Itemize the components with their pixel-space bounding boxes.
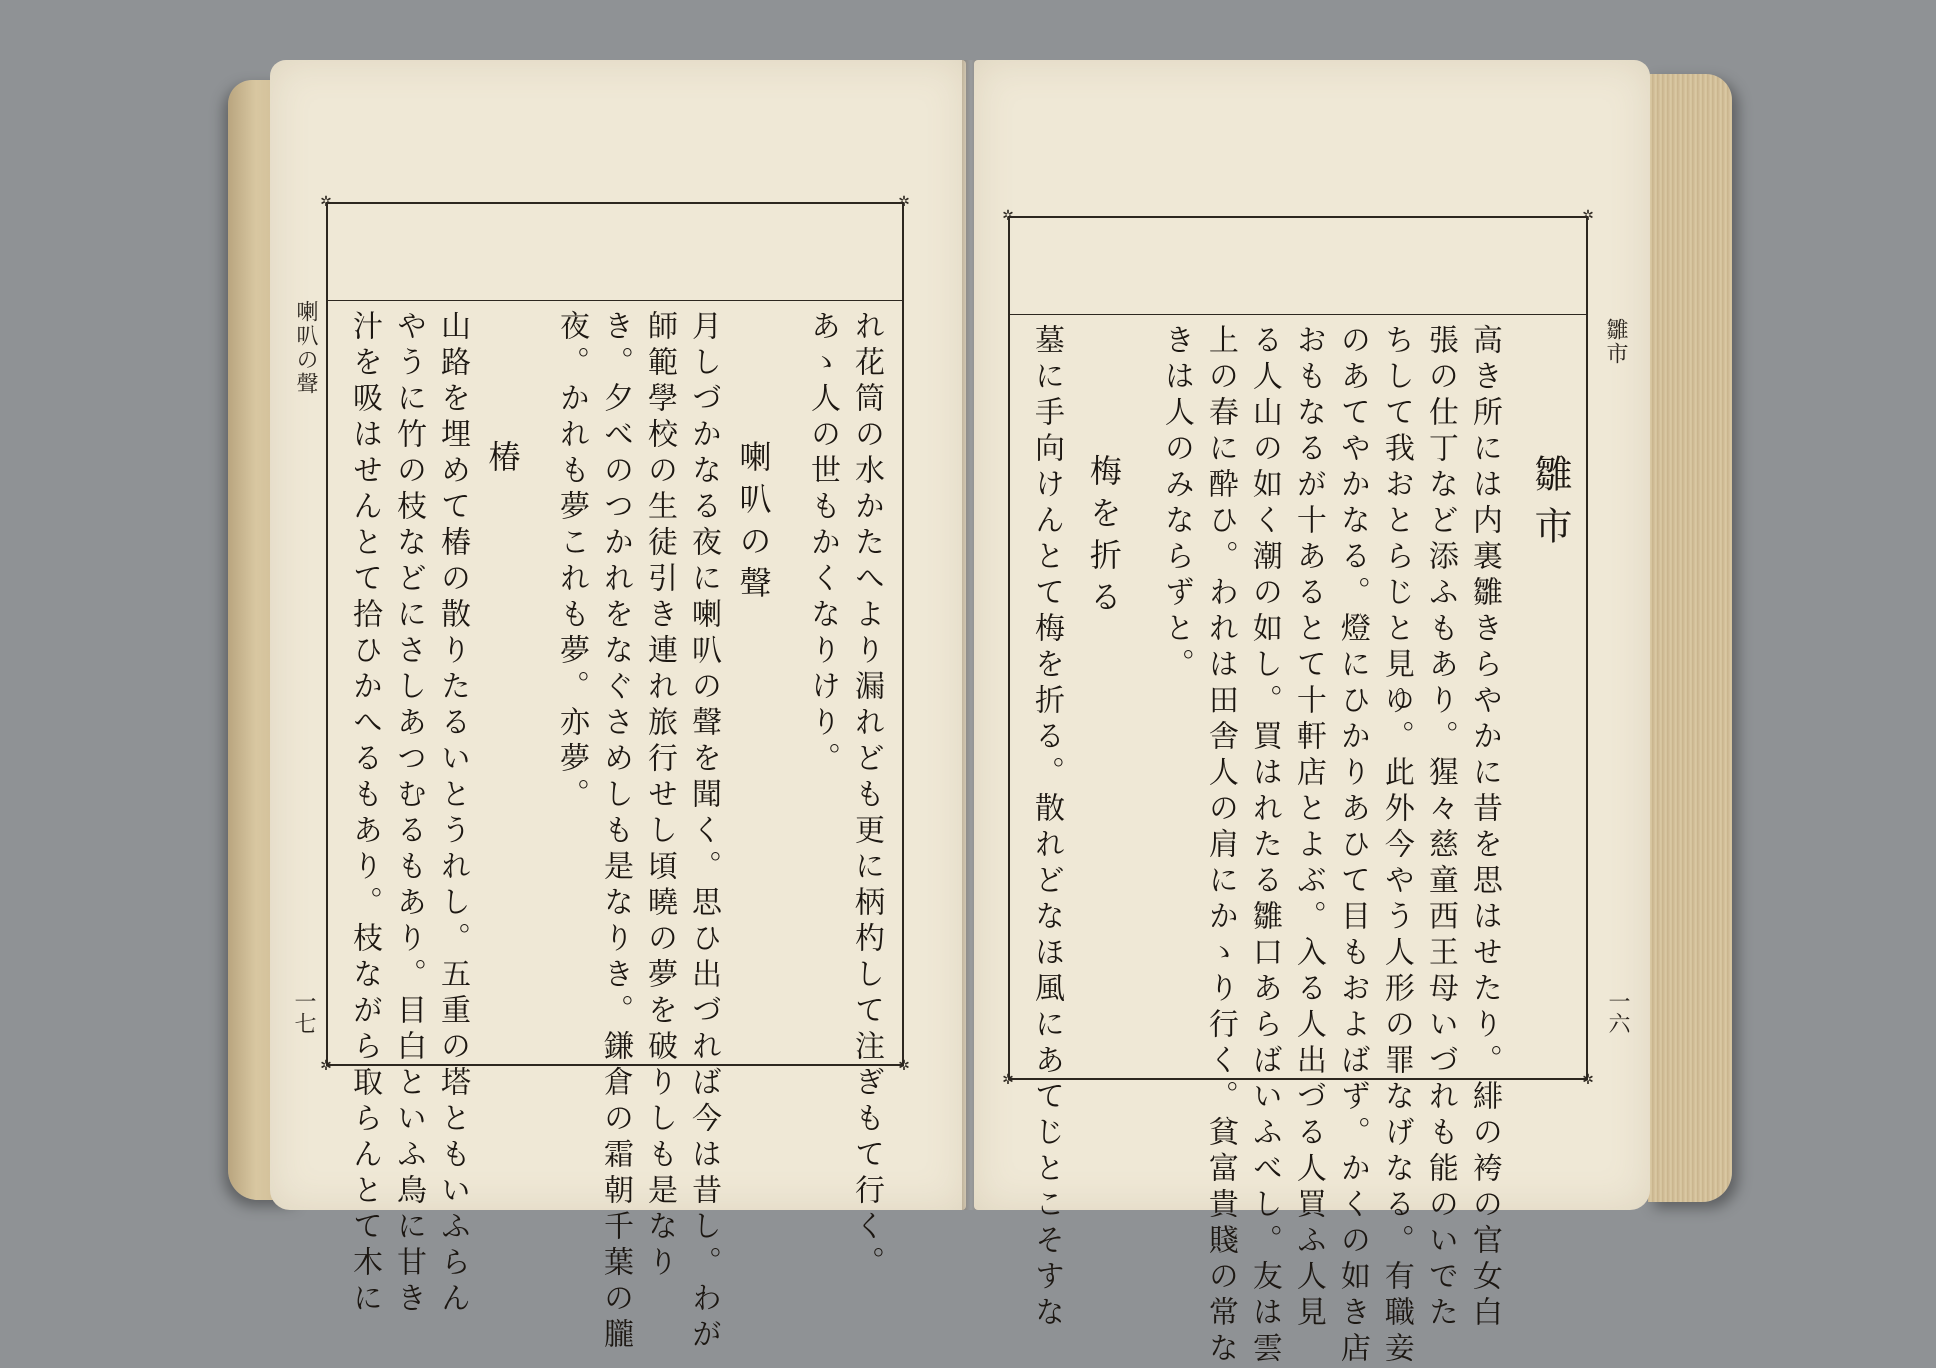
column-gap (524, 310, 549, 1050)
text-line: き。夕べのつかれをなぐさめしも是なりき。鎌倉の霜朝千葉の朧 (598, 310, 633, 1354)
text-line: 山路を埋めて椿の散りたるいとうれし。五重の塔ともいふらん (435, 310, 470, 1318)
rosette-icon: ✲ (898, 1058, 910, 1074)
text-line: きは人のみならずと。 (1158, 324, 1194, 684)
rosette-icon: ✲ (320, 1058, 332, 1074)
text-line: 夜。かれも夢これも夢。亦夢。 (554, 310, 589, 814)
text-line: ちして我おとらじと見ゆ。此外今やう人形の罪なげなる。有職妾 (1378, 324, 1414, 1368)
right-text-columns (1024, 324, 1572, 1368)
right-title-strip (1010, 218, 1586, 315)
text-line: おもなるが十あるとて十軒店とよぶ。入る人出づる人買ふ人見 (1290, 324, 1326, 1332)
text-line: 上の春に酔ひ。われは田舎人の肩にかゝり行く。貧富貴賤の常な (1202, 324, 1238, 1368)
text-line: あゝ人の世もかくなりけり。 (805, 310, 840, 778)
open-book (228, 60, 1732, 1368)
left-title-strip (328, 204, 902, 301)
rosette-icon: ✲ (1002, 208, 1014, 224)
rosette-icon: ✲ (320, 194, 332, 210)
rosette-icon: ✲ (1582, 1072, 1594, 1088)
section-title: 雛市 (1528, 454, 1572, 558)
rosette-icon: ✲ (1582, 208, 1594, 224)
book-edge-right (1648, 74, 1732, 1202)
text-line: やうに竹の枝などにさしあつむるもあり。目白といふ鳥に甘き (391, 310, 426, 1318)
left-page (270, 60, 966, 1354)
left-folio: 一七 (291, 990, 316, 1034)
text-line: 高き所には内裏雛きらやかに昔を思はせたり。緋の袴の官女白 (1466, 324, 1502, 1332)
section-title: 椿 (483, 440, 522, 482)
column-gap (775, 310, 800, 1050)
right-running-head: 雛市 (1603, 318, 1628, 366)
right-page (974, 60, 1650, 1368)
left-running-head: 喇叭の聲 (293, 300, 318, 396)
text-line: のあてやかなる。燈にひかりあひて目もおよばず。かくの如き店 (1334, 324, 1370, 1368)
rosette-icon: ✲ (898, 194, 910, 210)
right-text-frame (1002, 208, 1594, 1368)
section-title: 喇叭の聲 (734, 440, 773, 608)
text-line: 師範學校の生徒引き連れ旅行せし頃曉の夢を破りしも是なり (642, 310, 677, 1282)
section-title: 梅を折る (1084, 454, 1123, 622)
rosette-icon: ✲ (1002, 1072, 1014, 1088)
column-gap (1126, 324, 1154, 1064)
text-line: 墓に手向けんとて梅を折る。散れどなほ風にあてじとこそすな (1028, 324, 1064, 1332)
left-text-columns (342, 310, 888, 1354)
text-line: れ花筒の水かたへより漏れども更に柄杓して注ぎもて行く。 (849, 310, 884, 1282)
text-line: 汁を吸はせんとて拾ひかへるもあり。枝ながら取らんとて木に (347, 310, 382, 1318)
left-text-frame (320, 194, 910, 1354)
right-folio: 一六 (1605, 990, 1630, 1034)
text-line: 月しづかなる夜に喇叭の聲を聞く。思ひ出づれば今は昔し。わが (686, 310, 721, 1354)
text-line: る人山の如く潮の如し。買はれたる雛口あらばいふべし。友は雲 (1246, 324, 1282, 1368)
text-line: 張の仕丁など添ふもあり。猩々慈童西王母いづれも能のいでた (1422, 324, 1458, 1332)
